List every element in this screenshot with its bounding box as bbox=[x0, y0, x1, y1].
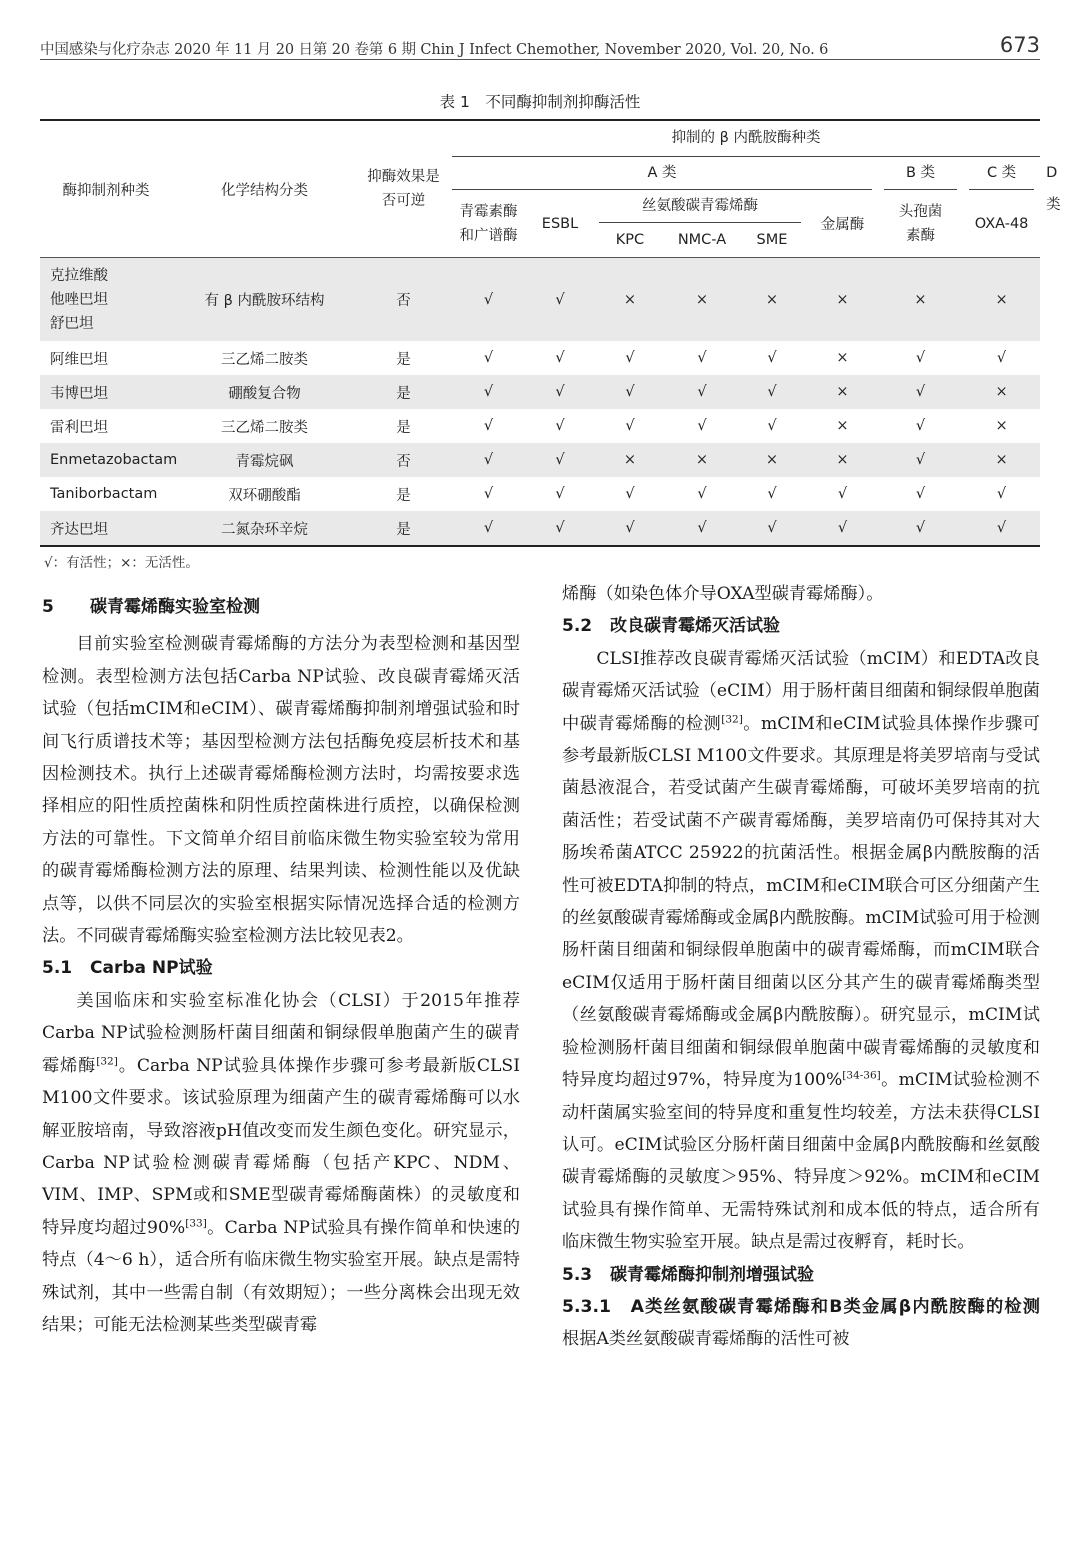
activity-cell: × bbox=[878, 258, 963, 342]
header-serine-carbapenemase: 丝氨酸碳青霉烯酶 bbox=[593, 190, 807, 223]
activity-cell: √ bbox=[483, 486, 494, 502]
activity-cell: √ bbox=[878, 375, 963, 409]
structure-cell: 三乙烯二胺类 bbox=[221, 351, 308, 368]
table-footnote: √：有活性；×：无活性。 bbox=[44, 555, 199, 571]
left-text-column bbox=[42, 578, 520, 1341]
header-kpc: KPC bbox=[593, 223, 667, 258]
header-metallo: 金属酶 bbox=[807, 190, 878, 258]
activity-cell: √ bbox=[527, 375, 593, 409]
journal-citation: 中国感染与化疗杂志 2020 年 11 月 20 日第 20 卷第 6 期 Chin J Infect Chemother, November 2020, Vol. 20, No. 6 bbox=[40, 42, 829, 58]
activity-cell: × bbox=[593, 443, 667, 477]
activity-cell: × bbox=[836, 350, 849, 366]
activity-cell: √ bbox=[527, 258, 593, 342]
activity-cell: × bbox=[737, 443, 807, 477]
header-esbl: ESBL bbox=[527, 190, 593, 258]
reversible-cell: 是 bbox=[396, 487, 411, 504]
activity-cell: √ bbox=[555, 350, 565, 366]
activity-cell: √ bbox=[767, 418, 777, 434]
table-body bbox=[40, 258, 1040, 547]
section-5-3-1-heading: 5.3.1 A类丝氨酸碳青霉烯酶和B类金属β内酰胺酶的检测 bbox=[562, 1296, 1040, 1317]
citation-ref: [34-36] bbox=[842, 1069, 881, 1082]
activity-cell: × bbox=[593, 258, 667, 342]
activity-cell: √ bbox=[963, 511, 1040, 546]
header-penicillinase: 青霉素酶 和广谱酶 bbox=[450, 190, 527, 258]
inhibitor-name: 齐达巴坦 bbox=[40, 511, 172, 546]
table-row bbox=[40, 443, 1040, 477]
inhibitor-name: 韦博巴坦 bbox=[40, 375, 172, 409]
activity-cell: √ bbox=[697, 486, 707, 502]
activity-cell: √ bbox=[697, 350, 707, 366]
reversible-cell: 是 bbox=[396, 419, 411, 436]
activity-cell: × bbox=[807, 375, 878, 409]
activity-cell: √ bbox=[667, 511, 737, 546]
reversible-cell: 否 bbox=[357, 258, 450, 342]
continued-text: 烯酶（如染色体介导OXA型碳青霉烯酶）。 bbox=[562, 584, 884, 604]
section-5-3-heading: 5.3 碳青霉烯酶抑制剂增强试验 bbox=[562, 1264, 814, 1285]
activity-cell: √ bbox=[915, 418, 926, 434]
header-rule bbox=[40, 59, 1040, 60]
header-class-c: C 类 bbox=[963, 157, 1040, 190]
activity-cell: √ bbox=[697, 418, 707, 434]
structure-cell: 二氮杂环辛烷 bbox=[172, 511, 357, 546]
structure-cell: 硼酸复合物 bbox=[172, 375, 357, 409]
reversible-cell: 是 bbox=[396, 351, 411, 368]
activity-cell: √ bbox=[450, 258, 527, 342]
activity-cell: √ bbox=[593, 511, 667, 546]
activity-cell: √ bbox=[737, 375, 807, 409]
section-5-3-1-paragraph: 5.3.1 A类丝氨酸碳青霉烯酶和B类金属β内酰胺酶的检测 根据A类丝氨酸碳青霉烯酶的活性可被 bbox=[562, 1296, 1040, 1350]
activity-cell: √ bbox=[767, 486, 777, 502]
running-header bbox=[40, 33, 1040, 59]
activity-cell: √ bbox=[878, 443, 963, 477]
activity-cell: √ bbox=[527, 511, 593, 546]
enzyme-inhibitor-table: 酶抑制剂种类 化学结构分类 抑酶效果是 否可逆 抑制的 β 内酰胺酶种类 A 类 B 类 C 类 D 类 青霉素酶 和广谱酶 ESBL 丝氨酸碳青霉烯酶 金属酶 头孢菌 素酶 OXA-48 KPC NMC-A SME 克拉维酸 他唑巴坦 舒巴坦 有 β 内酰胺环结构 否 √ √ × × × × × × 阿维巴坦 三乙烯二胺类 是 √ √ √ √ √ × √ √ 韦博巴坦 硼酸复合物 是 √ √ √ √ √ × √ × 雷利巴坦 三乙烯二胺类 是 √ √ √ √ √ × √ × Enmetazobactam 青霉烷砜 否 √ √ × × × × √ × Taniborbactam 双环硼酸酯 是 √ √ √ √ √ √ √ √ 齐达巴坦 二氮杂环辛烷 是 √ √ √ √ √ √ √ √ bbox=[40, 119, 1040, 547]
activity-cell: √ bbox=[996, 350, 1007, 366]
table-title: 表 1 不同酶抑制剂抑酶活性 bbox=[439, 93, 641, 111]
activity-cell: √ bbox=[996, 486, 1007, 502]
section-5-1-heading: 5.1 Carba NP试验 bbox=[42, 958, 213, 979]
section-5-paragraph: 目前实验室检测碳青霉烯酶的方法分为表型检测和基因型检测。表型检测方法包括Carba NP试验、改良碳青霉烯灭活试验（包括mCIM和eCIM）、碳青霉烯酶抑制剂增强试验和时间飞行质谱技术等；基因型检测方法包括酶免疫层析技术和基因检测技术。执行上述碳青霉烯酶检测方法时，均需按要求选择相应的阳性质控菌株和阴性质控菌株进行质控，以确保检测方法的可靠性。下文简单介绍目前临床微生物实验室较为常用的碳青霉烯酶检测方法的原理、结果判读、检测性能以及优缺点等，以供不同层次的实验室根据实际情况选择合适的检测方法。不同碳青霉烯酶实验室检测方法比较见表2。 bbox=[42, 634, 520, 947]
section-5-1-paragraph: 美国临床和实验室标准化协会（CLSI）于2015年推荐Carba NP试验检测肠杆菌目细菌和铜绿假单胞菌产生的碳青霉烯酶[32]。Carba NP试验具体操作步骤可参考最新版CLSI M100文件要求。该试验原理为细菌产生的碳青霉烯酶可以水解亚胺培南，导致溶液pH值改变而发生颜色变化。研究显示，Carba NP试验检测碳青霉烯酶（包括产KPC、NDM、VIM、IMP、SPM或和SME型碳青霉烯酶菌株）的灵敏度和特异度均超过90%[33]。Carba NP试验具有操作简单和快速的特点（4～6 h），适合所有临床微生物实验室开展。缺点是需特殊试剂，其中一些需自制（有效期短）；一些分离株会出现无效结果；可能无法检测某些类型碳青霉 bbox=[42, 990, 521, 1335]
reversible-cell: 是 bbox=[357, 511, 450, 546]
structure-cell: 青霉烷砜 bbox=[172, 443, 357, 477]
activity-cell: √ bbox=[915, 486, 926, 502]
table-row bbox=[40, 341, 1040, 375]
activity-cell: √ bbox=[483, 350, 494, 366]
activity-cell: √ bbox=[593, 375, 667, 409]
activity-cell: √ bbox=[767, 350, 777, 366]
right-text-column bbox=[562, 578, 1040, 1356]
activity-cell: × bbox=[667, 443, 737, 477]
header-structure: 化学结构分类 bbox=[172, 120, 357, 258]
activity-cell: √ bbox=[450, 443, 527, 477]
table-row bbox=[40, 511, 1040, 546]
citation-ref: [32] bbox=[721, 712, 743, 725]
inhibitor-name: Taniborbactam bbox=[50, 486, 158, 502]
activity-cell: √ bbox=[450, 511, 527, 546]
header-sme: SME bbox=[737, 223, 807, 258]
activity-cell: √ bbox=[483, 418, 494, 434]
activity-cell: × bbox=[963, 375, 1040, 409]
activity-cell: √ bbox=[555, 486, 565, 502]
section-5-2-heading: 5.2 改良碳青霉烯灭活试验 bbox=[562, 616, 780, 637]
activity-cell: √ bbox=[625, 486, 635, 502]
structure-cell: 有 β 内酰胺环结构 bbox=[172, 258, 357, 342]
header-enzyme-group: 抑制的 β 内酰胺酶种类 bbox=[450, 120, 1040, 157]
reversible-cell: 是 bbox=[357, 375, 450, 409]
activity-cell: √ bbox=[527, 443, 593, 477]
table-row bbox=[40, 375, 1040, 409]
activity-cell: × bbox=[737, 258, 807, 342]
activity-cell: √ bbox=[450, 375, 527, 409]
structure-cell: 三乙烯二胺类 bbox=[221, 419, 308, 436]
activity-cell: × bbox=[807, 443, 878, 477]
activity-cell: √ bbox=[555, 418, 565, 434]
inhibitor-name: 克拉维酸 他唑巴坦 舒巴坦 bbox=[40, 258, 172, 342]
table-row bbox=[40, 477, 1040, 511]
activity-cell: √ bbox=[807, 511, 878, 546]
header-oxa48: OXA-48 bbox=[963, 190, 1040, 258]
section-5-heading: 5 碳青霉烯酶实验室检测 bbox=[42, 597, 260, 617]
activity-cell: × bbox=[836, 418, 849, 434]
activity-cell: × bbox=[807, 258, 878, 342]
header-class-b: B 类 bbox=[878, 157, 963, 190]
table-row bbox=[40, 409, 1040, 443]
header-class-a: A 类 bbox=[450, 157, 878, 190]
header-nmca: NMC-A bbox=[667, 223, 737, 258]
activity-cell: × bbox=[667, 258, 737, 342]
reversible-cell: 否 bbox=[357, 443, 450, 477]
page-number: 673 bbox=[999, 33, 1040, 57]
activity-cell: × bbox=[963, 443, 1040, 477]
activity-cell: × bbox=[963, 258, 1040, 342]
citation-ref: [32] bbox=[96, 1054, 118, 1067]
activity-cell: √ bbox=[737, 511, 807, 546]
activity-cell: √ bbox=[625, 418, 635, 434]
header-reversible: 抑酶效果是 否可逆 bbox=[357, 120, 450, 258]
header-cephalosporinase: 头孢菌 素酶 bbox=[878, 190, 963, 258]
activity-cell: √ bbox=[915, 350, 926, 366]
activity-cell: √ bbox=[625, 350, 635, 366]
structure-cell: 双环硼酸酯 bbox=[228, 487, 301, 504]
activity-cell: √ bbox=[667, 375, 737, 409]
activity-cell: √ bbox=[878, 511, 963, 546]
section-5-2-paragraph: CLSI推荐改良碳青霉烯灭活试验（mCIM）和EDTA改良碳青霉烯灭活试验（eCIM）用于肠杆菌目细菌和铜绿假单胞菌中碳青霉烯酶的检测[32]。mCIM和eCIM试验具体操作步骤可参考最新版CLSI M100文件要求。其原理是将美罗培南与受试菌悬液混合，若受试菌产生碳青霉烯酶，可破坏美罗培南的抗菌活性；若受试菌不产碳青霉烯酶，美罗培南仍可保持其对大肠埃希菌ATCC 25922的抗菌活性。根据金属β内酰胺酶的活性可被EDTA抑制的特点，mCIM和eCIM联合可区分细菌产生的丝氨酸碳青霉烯酶或金属β内酰胺酶。mCIM试验可用于检测肠杆菌目细菌和铜绿假单胞菌中的碳青霉烯酶，而mCIM联合eCIM仅适用于肠杆菌目细菌以区分其产生的碳青霉烯酶类型（丝氨酸碳青霉烯酶或金属β内酰胺酶）。研究显示，mCIM试验检测肠杆菌目细菌和铜绿假单胞菌中碳青霉烯酶的灵敏度和特异度均超过97%，特异度为100%[34-36]。mCIM试验检测不动杆菌属实验室间的特异度和重复性均较差，方法未获得CLSI认可。eCIM试验区分肠杆菌目细菌中金属β内酰胺酶和丝氨酸碳青霉烯酶的灵敏度＞95%、特异度＞92%。mCIM和eCIM试验具有操作简单、无需特殊试剂和成本低的特点，适合所有临床微生物实验室开展。缺点是需过夜孵育，耗时长。 bbox=[562, 648, 1040, 1253]
inhibitor-name: 雷利巴坦 bbox=[50, 419, 108, 436]
activity-cell: √ bbox=[837, 486, 848, 502]
table-row bbox=[40, 258, 1040, 342]
citation-ref: [33] bbox=[185, 1216, 207, 1229]
activity-cell: × bbox=[995, 418, 1008, 434]
header-inhibitor: 酶抑制剂种类 bbox=[40, 120, 172, 258]
inhibitor-name: 阿维巴坦 bbox=[50, 351, 108, 368]
inhibitor-name: Enmetazobactam bbox=[40, 443, 172, 477]
